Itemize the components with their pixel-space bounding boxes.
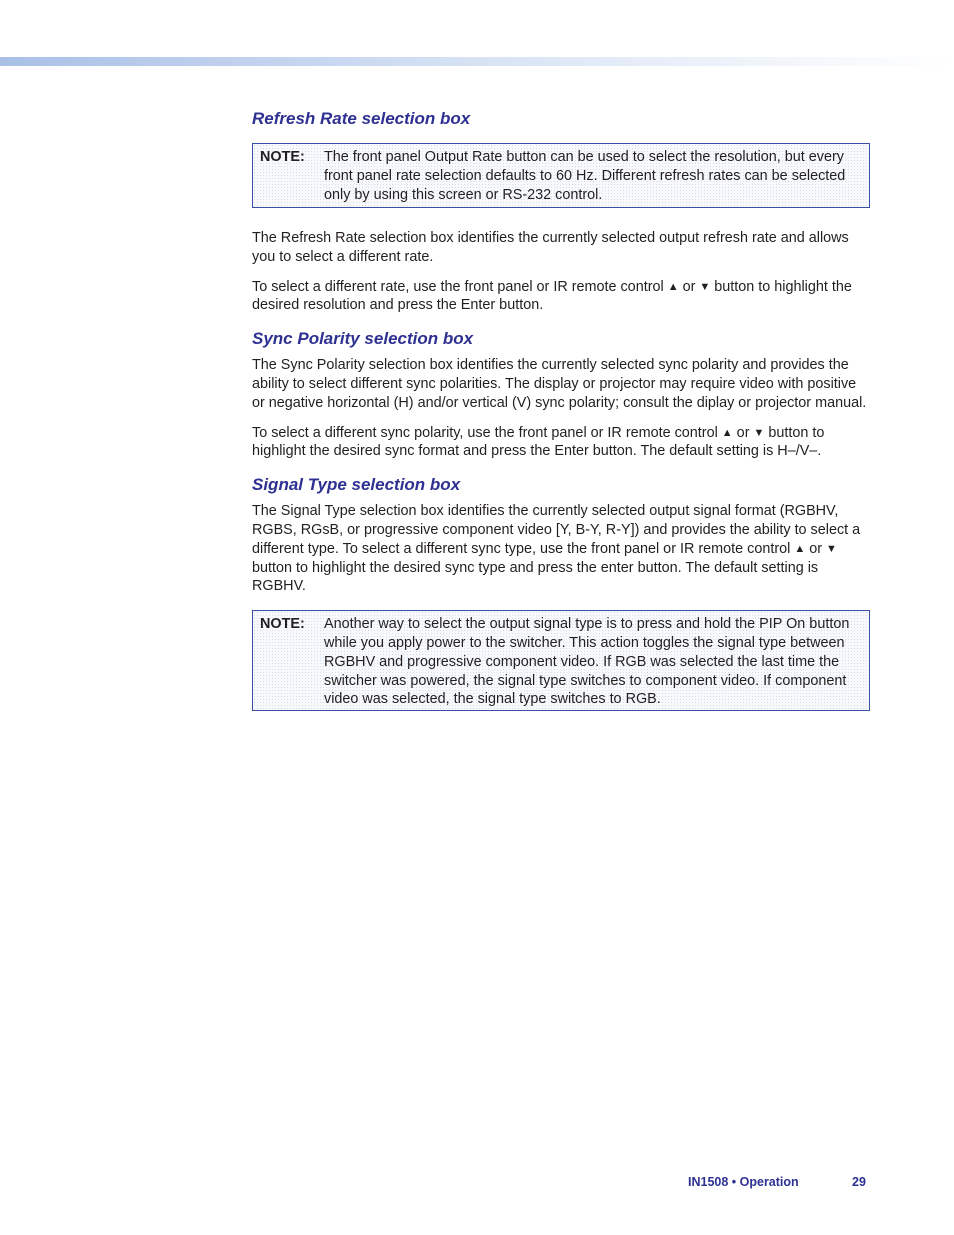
- signal-type-paragraph: [252, 502, 870, 596]
- text-run: To select a different rate, use the front panel or IR remote control: [252, 278, 668, 295]
- note-text: The front panel Output Rate button can be used to select the resolution, but every front panel rate selection defaults to 60 Hz. Different refresh rates can be selected only by using this screen or RS-232 control.: [324, 149, 846, 203]
- footer-label: IN1508 • Operation: [688, 1175, 799, 1189]
- text-run: or: [732, 424, 754, 441]
- text-run: button to highlight the desired sync format and press the Enter button. The default setting is H–/V–.: [252, 424, 825, 460]
- sync-polarity-paragraph: The Sync Polarity selection box identifies the currently selected sync polarity and provides the ability to select different sync polarities. The display or projector may require video with positive or negative horizontal (H) and/or vertical (V) sync polarity; consult the diplay or projector manual.: [252, 357, 867, 411]
- page-content: [252, 106, 870, 711]
- refresh-rate-heading: Refresh Rate selection box: [252, 109, 471, 128]
- refresh-rate-paragraph: The Refresh Rate selection box identifies the currently selected output refresh rate and allows you to select a different rate.: [252, 230, 849, 265]
- text-run: button to highlight the desired sync type and press the enter button. The default setting is RGBHV.: [252, 559, 819, 595]
- text-run: To select a different sync polarity, use the front panel or IR remote control: [252, 424, 722, 441]
- refresh-rate-note: [252, 143, 870, 208]
- text-run: The Signal Type selection box identifies the currently selected output signal format (RGBHV, RGBS, RGsB, or progressive component video [Y, B-Y, R-Y]) and provides the ability to select a different type. To select a different sync type, use the front panel or IR remote control: [252, 503, 861, 557]
- up-arrow-icon: ▲: [667, 280, 679, 293]
- text-run: or: [805, 540, 827, 557]
- refresh-rate-instructions: [252, 278, 870, 316]
- down-arrow-icon: ▼: [699, 280, 711, 293]
- page-number: 29: [852, 1175, 866, 1189]
- down-arrow-icon: ▼: [753, 426, 765, 439]
- note-label: NOTE:: [260, 149, 305, 165]
- down-arrow-icon: ▼: [826, 542, 837, 555]
- header-accent-bar: [0, 57, 954, 66]
- sync-polarity-instructions: [252, 424, 870, 462]
- signal-type-note: [252, 610, 870, 711]
- up-arrow-icon: ▲: [721, 426, 733, 439]
- signal-type-heading: Signal Type selection box: [252, 475, 461, 495]
- sync-polarity-heading: Sync Polarity selection box: [252, 329, 474, 349]
- text-run: or: [678, 278, 700, 295]
- page-footer: [688, 1175, 866, 1189]
- note-text: Another way to select the output signal type is to press and hold the PIP On button while you apply power to the switcher. This action toggles the signal type between RGBHV and progressive component video. If RGB was selected the last time the switcher was powered, the signal type switches to component video. If component video was selected, the signal type switches to RGB.: [324, 616, 850, 708]
- note-label: NOTE:: [260, 616, 305, 633]
- text-run: button to highlight the desired resolution and press the Enter button.: [252, 278, 852, 314]
- up-arrow-icon: ▲: [794, 542, 806, 555]
